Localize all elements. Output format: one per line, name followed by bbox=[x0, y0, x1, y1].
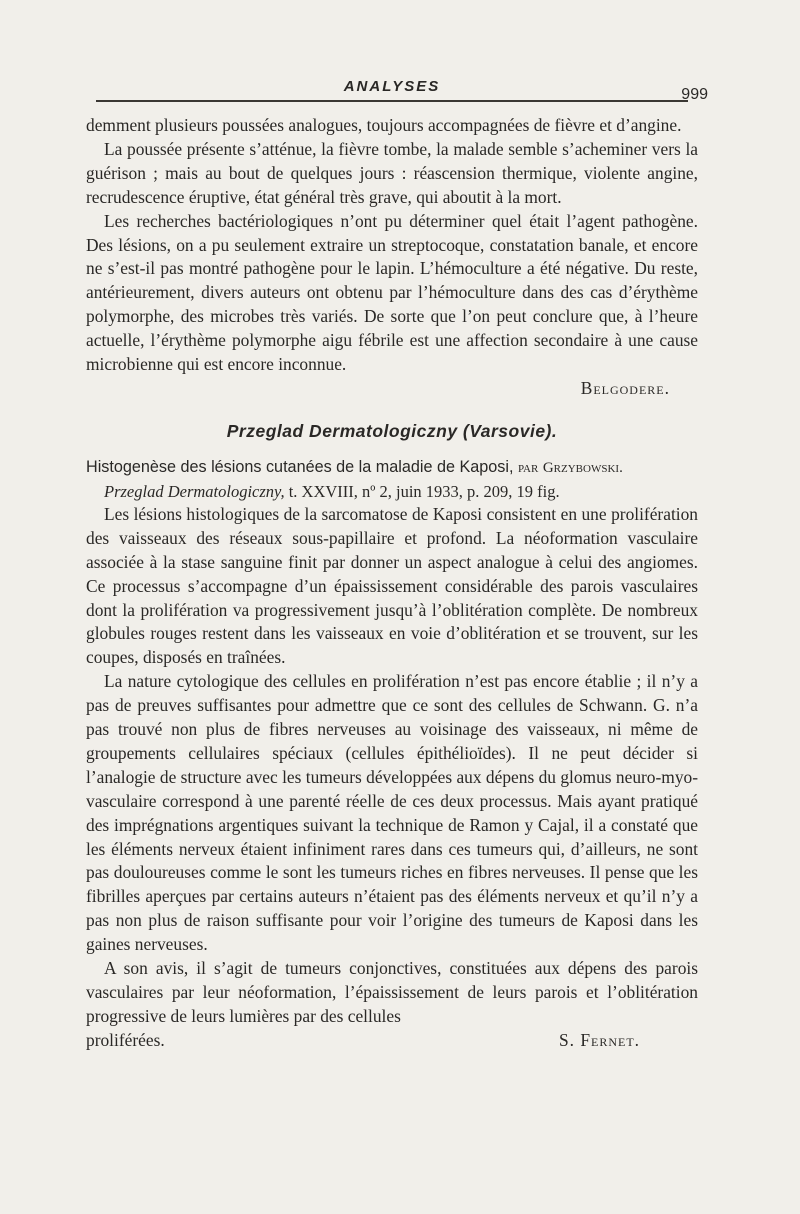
paragraph: A son avis, il s’agit de tumeurs conjonctives, constituées aux dépens des parois vasculaires par leur néoformation, l’épaississement de leurs parois et l’oblitération progressive de leurs lumières par des cellules bbox=[86, 958, 698, 1026]
citation-journal: Przeglad Dermatologiczny, bbox=[104, 481, 285, 501]
paragraph: La poussée présente s’atténue, la fièvre tombe, la malade semble s’acheminer vers la guérison ; mais au bout de quelques jours : réascension thermique, violente angine, recrudescence éruptive, état général très grave, qui aboutit à la mort. bbox=[86, 138, 698, 207]
signature-fernet: S. Fernet. bbox=[558, 1029, 640, 1050]
article-author: Grzybowski. bbox=[542, 459, 623, 476]
section-kaposi bbox=[86, 456, 698, 1053]
citation-details: t. XXVIII, nº 2, juin 1933, p. 209, 19 fig. bbox=[288, 481, 560, 501]
paragraph: La nature cytologique des cellules en prolifération n’est pas encore établie ; il n’y a pas de preuves suffisantes pour admettre que ce sont des cellules de Schwann. G. n’a pas trouvé non plus de fibres nerveuses au voisinage des vaisseaux, ni même de groupements cellulaires spéciaux (cellules épithélioïdes). Il ne peut décider si l’analogie de structure avec les tumeurs développées aux dépens du glomus neuro-myo-vasculaire correspond à une parenté réelle de ces deux processus. Mais ayant pratiqué des imprégnations argentiques suivant la technique de Ramon y Cajal, il a constaté que les éléments nerveux étaient infiniment rares dans ces tumeurs qui, d’ailleurs, ne sont pas douloureuses comme le sont les tumeurs riches en fibres nerveuses. Il pense que les fibrilles aperçues par certains auteurs n’étaient pas des éléments nerveux et qu’il n’y a pas non plus de raison suffisante pour voir l’origine des tumeurs de Kaposi dans les gaines nerveuses. bbox=[86, 671, 698, 955]
page-header bbox=[86, 74, 708, 114]
journal-section-title: Przeglad Dermatologiczny (Varsovie). bbox=[226, 420, 558, 441]
running-head: ANALYSES bbox=[343, 78, 441, 95]
article-title bbox=[86, 456, 698, 480]
document-page bbox=[86, 74, 708, 1053]
last-line-text: proliférées. bbox=[86, 1029, 165, 1050]
page-number: 999 bbox=[681, 86, 708, 103]
header-rule bbox=[96, 100, 688, 102]
paragraph: Les recherches bactériologiques n’ont pu déterminer quel était l’agent pathogène. Des lésions, on a pu seulement extraire un streptocoque, constatation banale, et encore ne s’est-il pas montré pathogène pour le lapin. L’hémoculture a été négative. Du reste, antérieurement, divers auteurs ont obtenu par l’hémoculture dans des cas d’érythème polymorphe, des microbes très variés. De sorte que l’on peut conclure que, à l’heure actuelle, l’érythème polymorphe aigu fébrile est une affection secondaire à une cause microbienne qui est encore inconnue. bbox=[86, 210, 698, 375]
paragraph: Les lésions histologiques de la sarcomatose de Kaposi consistent en une prolifération des vaisseaux des réseaux sous-papillaire et profond. La néoformation vasculaire associée à la stase sanguine finit par donner un aspect analogue à celui des angiomes. Ce processus s’accompagne d’un épaississement considérable des parois vasculaires dont la prolifération va progressivement jusqu’à l’oblitération complète. De nombreux globules rouges restent dans les vaisseaux en voie d’oblitération et se trouvent, sur les coupes, disposés en traînées. bbox=[86, 503, 698, 668]
article-by: par bbox=[517, 459, 539, 476]
article-title-text: Histogenèse des lésions cutanées de la maladie de Kaposi, bbox=[86, 457, 514, 476]
article-citation bbox=[86, 480, 698, 503]
paragraph: demment plusieurs poussées analogues, toujours accompagnées de fièvre et d’angine. bbox=[86, 115, 682, 135]
closing-line bbox=[86, 1029, 698, 1053]
section-belgodere bbox=[86, 114, 698, 401]
signature-belgodere: Belgodere. bbox=[580, 377, 670, 398]
